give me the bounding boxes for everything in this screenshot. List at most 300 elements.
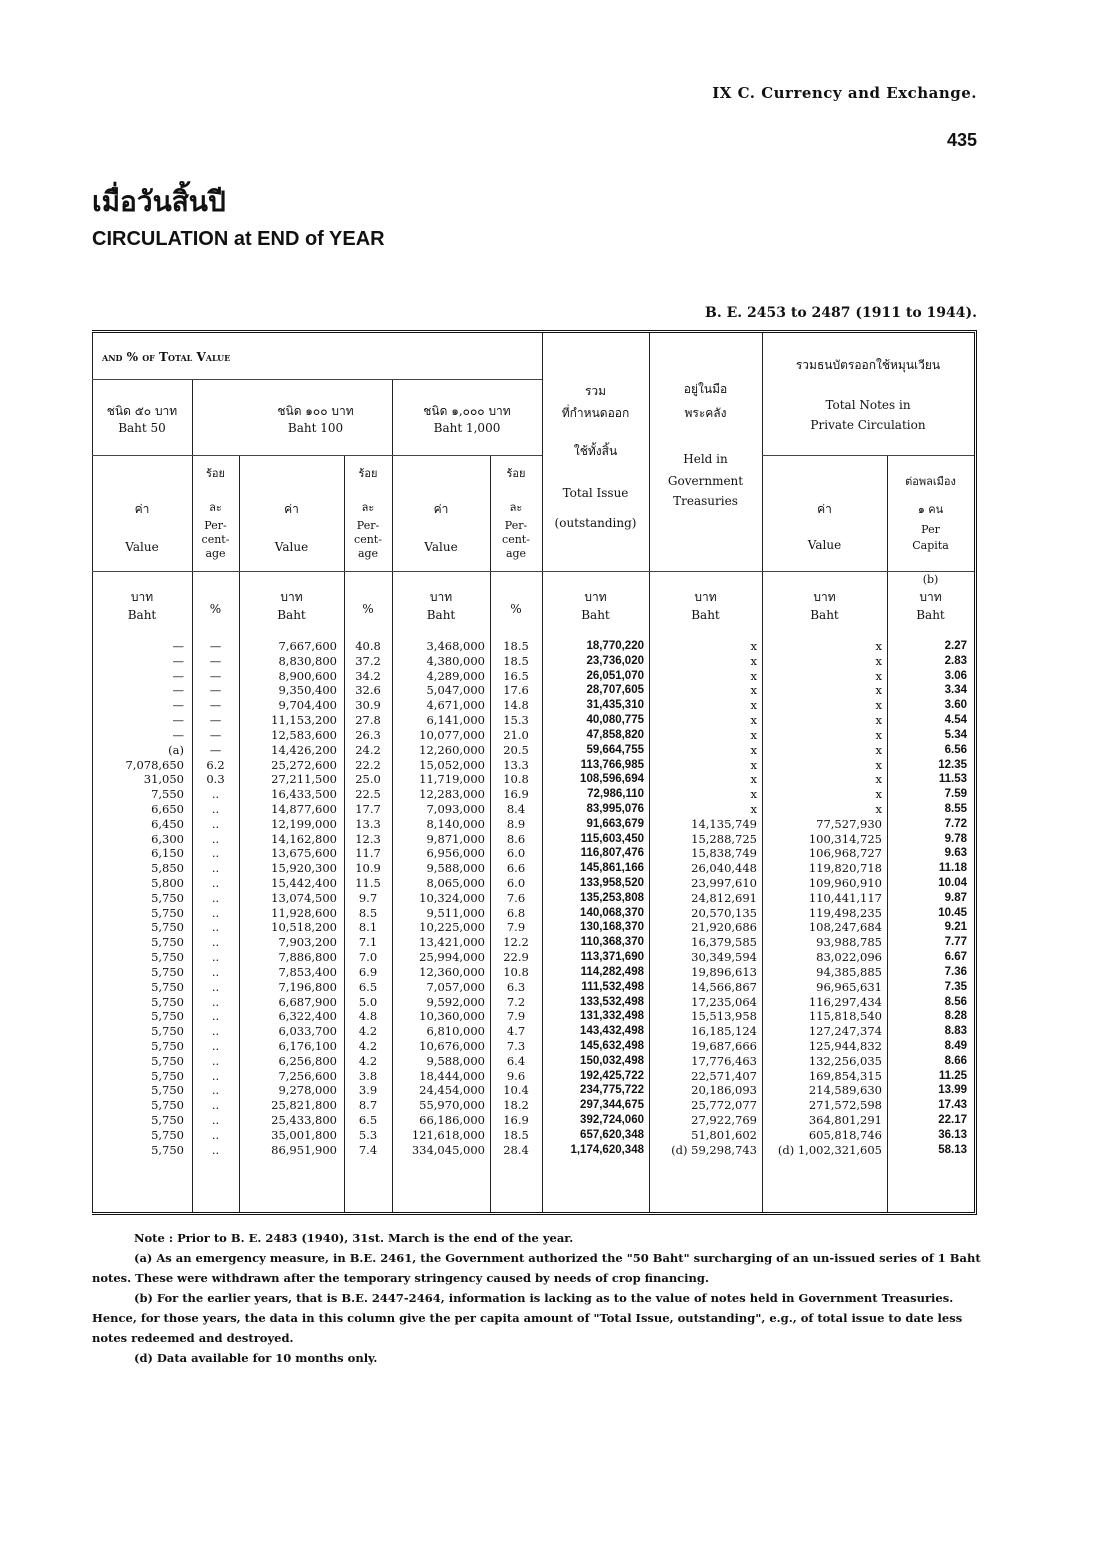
baht1000-pct-cell: 21.0 <box>503 727 529 742</box>
baht1000-value-cell: 4,380,000 <box>426 653 485 668</box>
per-capita-value-cell: 7.77 <box>944 936 967 949</box>
baht1000-value-cell: 7,093,000 <box>426 801 485 816</box>
per-capita-value-cell: 10.45 <box>938 906 967 919</box>
baht1000-value-cell: 5,047,000 <box>426 683 485 698</box>
per-capita-value-cell: 7.36 <box>944 965 967 978</box>
baht50-value-cell: 5,750 <box>151 1098 184 1113</box>
note-a: (a) As an emergency measure, in B.E. 2461, the Government authorized the "50 Baht" surcharging of an un-issued series of 1 Baht notes. These were withdrawn after the temporary stringency caused by needs of crop financing. <box>92 1251 981 1285</box>
baht1000-pct-cell: 10.4 <box>503 1083 529 1098</box>
total-issue-value-cell: 657,620,348 <box>580 1128 644 1141</box>
private-value-cell: x <box>875 787 882 802</box>
baht1000-eng: Baht 1,000 <box>433 421 501 435</box>
per-capita-eng1: Per <box>921 523 940 536</box>
pct-thai2: ละ <box>509 501 523 514</box>
baht100-value-cell: 14,877,600 <box>271 801 337 816</box>
baht1000-pct-cell: 15.3 <box>503 713 529 728</box>
baht100-pct-cell: 24.2 <box>355 742 381 757</box>
baht100-value-cell: 15,920,300 <box>271 861 337 876</box>
baht100-value-cell: 12,583,600 <box>271 727 337 742</box>
private-value-cell: 169,854,315 <box>808 1068 882 1083</box>
page-number: 435 <box>946 130 977 150</box>
pct-eng3: age <box>357 547 379 560</box>
baht1000-pct-cell: 10.8 <box>503 964 529 979</box>
unit-pct: % <box>510 602 522 616</box>
baht50-value-cell: 5,750 <box>151 890 184 905</box>
total-issue-value-cell: 131,332,498 <box>580 1010 644 1023</box>
per-capita-value-cell: 11.53 <box>938 773 967 786</box>
per-capita-value-cell: 3.34 <box>944 684 967 697</box>
value-eng: Value <box>807 538 842 552</box>
private-thai: รวมธนบัตรออกใช้หมุนเวียน <box>795 358 941 372</box>
per-capita-eng2: Capita <box>912 539 949 552</box>
private-value-cell: 110,441,117 <box>808 890 882 905</box>
pct-thai1: ร้อย <box>206 467 225 480</box>
baht1000-pct-cell: 18.5 <box>503 1127 529 1142</box>
baht50-pct-cell: .. <box>211 801 220 816</box>
baht100-pct-cell: 22.2 <box>355 757 381 772</box>
held-value-cell: 21,920,686 <box>691 920 757 935</box>
total-issue-value-cell: 31,435,310 <box>586 699 644 712</box>
total-issue-thai1: รวม <box>584 384 607 398</box>
held-value-cell: 26,040,448 <box>691 861 757 876</box>
baht1000-pct-cell: 10.8 <box>503 772 529 787</box>
private-value-cell: 94,385,885 <box>816 964 882 979</box>
unit-eng: Baht <box>581 608 610 622</box>
baht1000-value-cell: 121,618,000 <box>411 1127 485 1142</box>
baht1000-pct-column <box>490 639 542 1157</box>
held-eng3: Treasuries <box>673 494 738 508</box>
baht1000-pct-cell: 13.3 <box>503 757 529 772</box>
baht100-value-cell: 10,518,200 <box>271 920 337 935</box>
baht1000-value-cell: 8,140,000 <box>426 816 485 831</box>
baht50-pct-cell: .. <box>211 979 220 994</box>
unit-eng: Baht <box>127 608 157 622</box>
baht1000-pct-cell: 6.0 <box>506 876 526 890</box>
baht50-value-cell: 5,750 <box>151 1024 184 1039</box>
baht50-pct-cell: .. <box>211 964 220 979</box>
baht50-value-cell: 5,750 <box>151 1127 184 1142</box>
per-capita-value-cell: 8.83 <box>944 1025 967 1038</box>
held-value-cell: x <box>750 772 757 787</box>
baht100-pct-cell: 25.0 <box>355 772 381 787</box>
baht100-value-cell: 35,001,800 <box>271 1127 337 1142</box>
baht50-value-cell: 5,750 <box>151 905 184 920</box>
baht50-pct-cell: .. <box>211 1098 220 1113</box>
baht100-value-cell: 12,199,000 <box>271 816 337 831</box>
per-capita-value-cell: 7.35 <box>944 980 967 993</box>
held-value-cell: 14,135,749 <box>691 816 757 831</box>
baht1000-pct-cell: 9.6 <box>506 1068 526 1083</box>
held-thai2: พระคลัง <box>684 406 727 420</box>
total-issue-value-cell: 135,253,808 <box>580 891 644 904</box>
total-issue-thai3: ใช้ทั้งสิ้น <box>573 444 618 458</box>
baht100-value-cell: 13,675,600 <box>271 846 337 861</box>
baht100-pct-cell: 5.3 <box>358 1127 378 1142</box>
pct-eng1: Per- <box>356 519 380 532</box>
baht100-pct-cell: 4.2 <box>358 1024 378 1039</box>
total-issue-value-cell: 47,858,820 <box>586 728 644 741</box>
baht100-pct-cell: 40.8 <box>355 639 381 653</box>
baht50-eng: Baht 50 <box>118 421 166 435</box>
baht1000-value-cell: 7,057,000 <box>426 979 485 994</box>
baht50-pct-cell: .. <box>211 1113 220 1127</box>
baht50-value-cell: 6,450 <box>151 816 184 831</box>
baht1000-value-cell: 6,141,000 <box>426 713 485 728</box>
baht1000-value-cell: 10,324,000 <box>419 890 485 905</box>
total-issue-value-cell: 234,775,722 <box>580 1084 644 1097</box>
held-value-cell: 51,801,602 <box>691 1127 757 1142</box>
baht100-value-column <box>239 639 337 1157</box>
baht1000-value-cell: 10,676,000 <box>419 1038 485 1053</box>
total-issue-value-cell: 145,861,166 <box>580 862 644 875</box>
private-value-cell: 214,589,630 <box>808 1083 882 1098</box>
baht100-value-cell: 16,433,500 <box>271 787 337 802</box>
baht100-value-cell: 6,687,900 <box>278 994 337 1009</box>
baht1000-value-cell: 4,289,000 <box>426 668 485 683</box>
baht50-value-cell: — <box>172 727 184 742</box>
baht100-pct-cell: 27.8 <box>355 713 381 728</box>
held-value-cell: x <box>750 787 757 802</box>
private-value-cell: 125,944,832 <box>808 1038 882 1053</box>
held-eng1: Held in <box>683 452 728 466</box>
total-issue-value-cell: 150,032,498 <box>580 1054 644 1067</box>
baht1000-value-column <box>392 639 485 1157</box>
baht100-pct-cell: 11.7 <box>355 846 381 861</box>
private-value-cell: 109,960,910 <box>808 876 882 890</box>
baht50-value-cell: 5,750 <box>151 1083 184 1098</box>
held-value-cell: 20,570,135 <box>691 905 757 920</box>
baht100-pct-cell: 6.5 <box>358 1113 378 1127</box>
held-value-cell: 30,349,594 <box>691 950 757 965</box>
baht1000-pct-cell: 20.5 <box>503 742 529 757</box>
pct-thai1: ร้อย <box>506 467 526 480</box>
baht100-value-cell: 25,272,600 <box>271 757 337 772</box>
held-value-cell: x <box>750 639 757 653</box>
baht100-value-cell: 86,951,900 <box>271 1142 337 1157</box>
pct-thai2: ละ <box>361 501 375 514</box>
private-value-cell: 132,256,035 <box>808 1053 882 1068</box>
value-eng: Value <box>424 540 458 554</box>
total-issue-value-cell: 192,425,722 <box>580 1069 644 1082</box>
per-capita-value-cell: 9.21 <box>944 921 967 934</box>
per-capita-value-cell: 3.60 <box>944 699 967 712</box>
thai-title: เมื่อวันสิ้นปี <box>92 185 226 218</box>
baht50-pct-cell: — <box>209 668 222 683</box>
held-value-cell: 22,571,407 <box>691 1068 757 1083</box>
baht1000-value-cell: 10,225,000 <box>419 920 485 935</box>
baht50-pct-cell: .. <box>211 1053 220 1068</box>
baht50-pct-cell: .. <box>211 876 220 890</box>
held-value-cell: 19,687,666 <box>691 1038 757 1053</box>
unit-thai: บาท <box>919 590 942 604</box>
baht100-pct-cell: 4.8 <box>358 1009 378 1024</box>
held-value-cell: 20,186,093 <box>691 1083 757 1098</box>
private-value-cell: 116,297,434 <box>808 994 882 1009</box>
per-capita-thai2: ๑ คน <box>917 503 944 516</box>
total-issue-eng2: (outstanding) <box>554 516 637 530</box>
private-value-cell: x <box>875 727 882 742</box>
total-issue-value-cell: 297,344,675 <box>580 1099 644 1112</box>
baht1000-pct-cell: 7.9 <box>506 1009 526 1024</box>
per-capita-thai1: ต่อพลเมือง <box>905 475 956 488</box>
baht50-pct-cell: .. <box>211 1142 220 1157</box>
baht50-value-cell: 5,750 <box>151 1113 184 1127</box>
baht1000-pct-cell: 4.7 <box>506 1024 526 1039</box>
per-capita-value-cell: 17.43 <box>938 1099 967 1112</box>
baht50-pct-cell: .. <box>211 950 220 965</box>
baht100-pct-cell: 9.7 <box>358 890 378 905</box>
held-value-cell: x <box>750 757 757 772</box>
per-capita-value-cell: 10.04 <box>938 877 967 889</box>
baht100-pct-cell: 6.5 <box>358 979 378 994</box>
baht1000-value-cell: 55,970,000 <box>419 1098 485 1113</box>
baht1000-value-cell: 9,588,000 <box>426 861 485 876</box>
baht50-value-cell: 6,150 <box>151 846 184 861</box>
baht50-value-cell: 5,750 <box>151 1009 184 1024</box>
baht50-pct-cell: 0.3 <box>206 772 225 787</box>
baht50-pct-cell: .. <box>211 1068 220 1083</box>
baht50-pct-cell: .. <box>211 905 220 920</box>
baht50-pct-cell: — <box>209 698 222 713</box>
total-issue-value-cell: 59,664,755 <box>586 743 644 756</box>
private-value-cell: 106,968,727 <box>808 846 882 861</box>
held-value-cell: 17,776,463 <box>691 1053 757 1068</box>
baht1000-value-cell: 11,719,000 <box>419 772 485 787</box>
private-value-cell: 100,314,725 <box>808 831 882 846</box>
per-capita-value-cell: 7.72 <box>944 817 967 830</box>
baht1000-value-cell: 15,052,000 <box>419 757 485 772</box>
baht100-value-cell: 6,322,400 <box>278 1009 337 1024</box>
unit-eng: Baht <box>691 608 720 622</box>
baht100-value-cell: 9,704,400 <box>278 698 337 713</box>
baht100-pct-cell: 12.3 <box>355 831 381 846</box>
baht50-pct-cell: .. <box>211 861 220 876</box>
per-capita-value-cell: 8.55 <box>944 802 967 815</box>
baht1000-pct-cell: 6.8 <box>506 905 526 920</box>
total-issue-value-cell: 115,603,450 <box>580 832 644 845</box>
baht50-pct-cell: .. <box>211 890 220 905</box>
private-value-cell: x <box>875 742 882 757</box>
private-value-cell: x <box>875 757 882 772</box>
total-issue-value-cell: 133,958,520 <box>580 877 644 889</box>
held-value-cell: 24,812,691 <box>691 890 757 905</box>
baht100-value-cell: 8,830,800 <box>278 653 337 668</box>
baht1000-value-cell: 13,421,000 <box>419 935 485 950</box>
baht50-pct-cell: — <box>209 727 222 742</box>
baht100-value-cell: 25,821,800 <box>271 1098 337 1113</box>
per-capita-value-cell: 36.13 <box>938 1128 967 1141</box>
baht1000-pct-cell: 18.5 <box>503 653 529 668</box>
held-value-cell: (d) 59,298,743 <box>671 1142 757 1157</box>
baht50-value-cell: — <box>172 653 184 668</box>
baht1000-value-cell: 25,994,000 <box>419 950 485 965</box>
baht50-pct-cell: — <box>209 639 222 653</box>
baht100-pct-cell: 17.7 <box>355 801 381 816</box>
total-issue-value-cell: 72,986,110 <box>587 788 644 801</box>
baht1000-value-cell: 10,077,000 <box>419 727 485 742</box>
pct-eng1: Per- <box>204 519 227 532</box>
value-thai: ค่า <box>284 502 299 516</box>
private-value-cell: (d) 1,002,321,605 <box>777 1142 882 1157</box>
private-eng2: Private Circulation <box>810 418 926 432</box>
baht50-pct-cell: — <box>209 713 222 728</box>
baht50-value-cell: (a) <box>168 742 184 757</box>
unit-thai: บาท <box>694 590 717 604</box>
baht100-pct-cell: 6.9 <box>358 964 378 979</box>
baht1000-value-cell: 334,045,000 <box>411 1142 485 1157</box>
private-value-cell: x <box>875 668 882 683</box>
held-value-cell: x <box>750 653 757 668</box>
unit-thai: บาท <box>429 590 453 604</box>
pct-thai1: ร้อย <box>358 467 378 480</box>
baht100-pct-cell: 7.4 <box>358 1142 378 1157</box>
baht1000-value-cell: 12,260,000 <box>419 742 485 757</box>
per-capita-value-cell: 9.78 <box>944 832 967 845</box>
per-capita-value-cell: 9.87 <box>944 891 967 904</box>
value-thai: ค่า <box>134 502 150 516</box>
held-value-cell: 15,838,749 <box>691 846 757 861</box>
baht50-value-cell: 7,550 <box>151 787 184 802</box>
held-value-cell: 19,896,613 <box>691 964 757 979</box>
unit-eng: Baht <box>277 608 306 622</box>
baht50-value-cell: 6,650 <box>151 801 184 816</box>
baht100-pct-cell: 34.2 <box>355 668 381 683</box>
per-capita-value-cell: 13.99 <box>938 1084 967 1097</box>
baht1000-pct-cell: 8.9 <box>506 816 526 831</box>
total-issue-value-cell: 23,736,020 <box>586 654 644 667</box>
unit-thai: บาท <box>130 590 154 604</box>
baht50-value-cell: 5,750 <box>151 994 184 1009</box>
baht50-pct-cell: .. <box>211 816 220 831</box>
baht1000-value-cell: 12,283,000 <box>419 787 485 802</box>
held-value-cell: x <box>750 698 757 713</box>
baht1000-value-cell: 3,468,000 <box>426 639 485 653</box>
total-issue-value-cell: 113,766,985 <box>580 758 644 771</box>
baht1000-value-cell: 9,871,000 <box>426 831 485 846</box>
baht50-pct-cell: .. <box>211 1127 220 1142</box>
baht1000-value-cell: 9,592,000 <box>426 994 485 1009</box>
section-header: IX C. Currency and Exchange. <box>712 84 977 102</box>
per-capita-value-cell: 6.67 <box>944 951 967 964</box>
total-issue-value-cell: 143,432,498 <box>580 1025 644 1038</box>
baht100-pct-cell: 5.0 <box>358 994 378 1009</box>
baht100-value-cell: 14,162,800 <box>271 831 337 846</box>
baht100-pct-cell: 4.2 <box>358 1038 378 1053</box>
private-value-cell: x <box>875 683 882 698</box>
total-issue-value-cell: 26,051,070 <box>586 669 644 682</box>
baht100-value-cell: 7,886,800 <box>278 950 337 965</box>
per-capita-value-cell: 12.35 <box>938 758 967 771</box>
baht1000-pct-cell: 17.6 <box>503 683 529 698</box>
baht100-value-cell: 9,350,400 <box>278 683 337 698</box>
baht1000-pct-cell: 6.0 <box>506 846 526 861</box>
unit-eng: Baht <box>916 608 945 622</box>
value-eng: Value <box>125 540 159 554</box>
total-issue-value-cell: 145,632,498 <box>580 1039 644 1052</box>
per-capita-value-cell: 5.34 <box>944 728 967 741</box>
total-issue-thai2: ที่กำหนดออก <box>561 406 630 420</box>
pct-thai2: ละ <box>209 501 222 514</box>
held-value-cell: x <box>750 742 757 757</box>
held-value-cell: 27,922,769 <box>691 1113 757 1127</box>
per-capita-value-cell: 58.13 <box>938 1143 967 1156</box>
total-issue-value-cell: 116,807,476 <box>580 847 644 860</box>
baht100-value-cell: 6,256,800 <box>278 1053 337 1068</box>
held-value-cell: x <box>750 727 757 742</box>
baht50-pct-column <box>192 639 239 1157</box>
per-capita-value-cell: 4.54 <box>944 714 967 727</box>
baht1000-value-cell: 9,588,000 <box>426 1053 485 1068</box>
private-eng1: Total Notes in <box>825 398 911 412</box>
baht100-value-cell: 7,853,400 <box>278 964 337 979</box>
baht1000-pct-cell: 18.2 <box>503 1098 529 1113</box>
baht100-pct-cell: 7.1 <box>358 935 378 950</box>
baht1000-pct-cell: 14.8 <box>503 698 529 713</box>
baht1000-pct-cell: 8.4 <box>506 801 526 816</box>
private-value-cell: 127,247,374 <box>808 1024 882 1039</box>
baht1000-value-cell: 10,360,000 <box>419 1009 485 1024</box>
baht100-value-cell: 6,176,100 <box>278 1038 337 1053</box>
held-eng2: Government <box>667 474 744 488</box>
baht1000-pct-cell: 16.5 <box>503 668 529 683</box>
pct-eng1: Per- <box>504 519 528 532</box>
note-main: Note : Prior to B. E. 2483 (1940), 31st. March is the end of the year. <box>134 1231 574 1245</box>
baht1000-pct-cell: 6.3 <box>506 979 526 994</box>
per-capita-value-cell: 6.56 <box>944 743 967 756</box>
private-value-cell: 108,247,684 <box>808 920 882 935</box>
baht50-pct-cell: .. <box>211 1083 220 1098</box>
value-thai: ค่า <box>433 502 449 516</box>
baht100-eng: Baht 100 <box>287 421 344 435</box>
unit-thai: บาท <box>584 590 607 604</box>
per-capita-value-cell: 8.66 <box>944 1054 967 1067</box>
baht50-value-cell: — <box>172 668 184 683</box>
baht100-value-cell: 11,153,200 <box>271 713 337 728</box>
baht50-value-cell: 5,750 <box>151 964 184 979</box>
baht50-pct-cell: .. <box>211 1024 220 1039</box>
baht100-value-cell: 25,433,800 <box>271 1113 337 1127</box>
total-issue-value-cell: 1,174,620,348 <box>570 1143 644 1156</box>
held-value-cell: x <box>750 713 757 728</box>
baht100-pct-cell: 13.3 <box>355 816 381 831</box>
held-value-cell: 23,997,610 <box>691 876 757 890</box>
circulation-table <box>92 330 977 1215</box>
unit-pct: % <box>362 602 374 616</box>
per-capita-value-cell: 22.17 <box>938 1114 967 1126</box>
baht100-value-cell: 14,426,200 <box>271 742 337 757</box>
baht100-pct-cell: 26.3 <box>355 727 381 742</box>
baht50-pct-cell: .. <box>211 994 220 1009</box>
total-issue-value-cell: 28,707,605 <box>586 684 644 697</box>
baht50-pct-cell: — <box>209 742 222 757</box>
per-capita-value-cell: 8.28 <box>944 1010 967 1023</box>
held-value-cell: x <box>750 668 757 683</box>
unit-pct: % <box>209 602 222 616</box>
baht50-value-cell: — <box>172 713 184 728</box>
baht100-value-cell: 11,928,600 <box>271 905 337 920</box>
per-capita-value-cell: 7.59 <box>944 788 967 801</box>
baht50-value-cell: 5,750 <box>151 1038 184 1053</box>
baht1000-value-cell: 6,810,000 <box>426 1024 485 1039</box>
notes <box>92 1228 984 1368</box>
baht100-value-cell: 8,900,600 <box>278 668 337 683</box>
baht1000-value-cell: 66,186,000 <box>419 1113 485 1127</box>
total-issue-value-cell: 133,532,498 <box>580 995 644 1008</box>
baht50-pct-cell: 6.2 <box>206 757 225 772</box>
total-issue-value-cell: 91,663,679 <box>586 817 644 830</box>
total-issue-value-cell: 392,724,060 <box>580 1114 644 1126</box>
private-value-cell: x <box>875 639 882 653</box>
